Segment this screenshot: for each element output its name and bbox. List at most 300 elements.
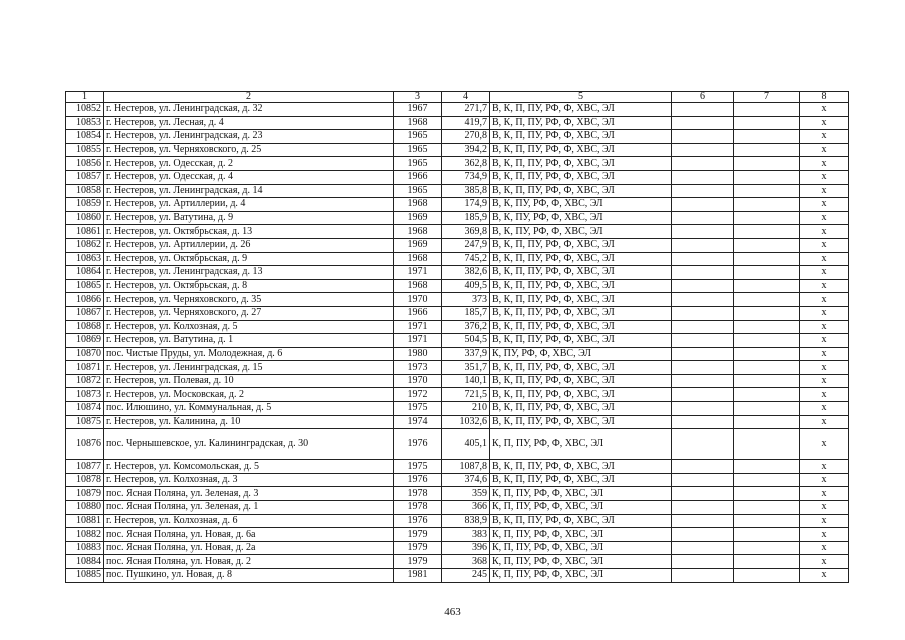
address-cell: пос. Илюшино, ул. Коммунальная, д. 5 — [104, 402, 394, 416]
year-cell: 1980 — [394, 347, 442, 361]
col7-cell — [734, 334, 800, 348]
col7-cell — [734, 569, 800, 583]
area-cell: 359 — [442, 487, 490, 501]
col8-cell: х — [800, 415, 849, 429]
table-row — [66, 487, 849, 501]
area-cell: 210 — [442, 402, 490, 416]
address-cell: г. Нестеров, ул. Артиллерии, д. 26 — [104, 238, 394, 252]
col8-cell: х — [800, 361, 849, 375]
row-number-cell: 10880 — [66, 501, 104, 515]
row-number-cell: 10853 — [66, 116, 104, 130]
year-cell: 1976 — [394, 429, 442, 460]
col8-cell: х — [800, 157, 849, 171]
area-cell: 373 — [442, 293, 490, 307]
col8-cell: х — [800, 252, 849, 266]
col6-cell — [672, 238, 734, 252]
col6-cell — [672, 429, 734, 460]
table-row — [66, 143, 849, 157]
col6-cell — [672, 320, 734, 334]
col6-cell — [672, 473, 734, 487]
col7-cell — [734, 541, 800, 555]
col8-cell: х — [800, 143, 849, 157]
col8-cell: х — [800, 429, 849, 460]
table-row — [66, 555, 849, 569]
area-cell: 376,2 — [442, 320, 490, 334]
address-cell: г. Нестеров, ул. Октябрьская, д. 8 — [104, 279, 394, 293]
row-number-cell: 10875 — [66, 415, 104, 429]
area-cell: 140,1 — [442, 374, 490, 388]
utilities-cell: В, К, П, ПУ, РФ, Ф, ХВС, ЭЛ — [490, 388, 672, 402]
year-cell: 1965 — [394, 184, 442, 198]
col6-cell — [672, 569, 734, 583]
utilities-cell: В, К, П, ПУ, РФ, Ф, ХВС, ЭЛ — [490, 293, 672, 307]
col7-cell — [734, 198, 800, 212]
utilities-cell: К, П, ПУ, РФ, Ф, ХВС, ЭЛ — [490, 487, 672, 501]
col6-cell — [672, 334, 734, 348]
utilities-cell: В, К, П, ПУ, РФ, Ф, ХВС, ЭЛ — [490, 157, 672, 171]
col8-cell: х — [800, 103, 849, 117]
year-cell: 1965 — [394, 157, 442, 171]
row-number-cell: 10863 — [66, 252, 104, 266]
area-cell: 504,5 — [442, 334, 490, 348]
col7-cell — [734, 402, 800, 416]
col8-cell: х — [800, 170, 849, 184]
col8-cell: х — [800, 528, 849, 542]
area-cell: 745,2 — [442, 252, 490, 266]
year-cell: 1966 — [394, 306, 442, 320]
address-cell: г. Нестеров, ул. Ленинградская, д. 14 — [104, 184, 394, 198]
area-cell: 1087,8 — [442, 460, 490, 474]
table-row — [66, 402, 849, 416]
col8-cell: х — [800, 487, 849, 501]
address-cell: г. Нестеров, ул. Черняховского, д. 25 — [104, 143, 394, 157]
col7-cell — [734, 238, 800, 252]
address-cell: г. Нестеров, ул. Ватутина, д. 9 — [104, 211, 394, 225]
col7-cell — [734, 184, 800, 198]
year-cell: 1971 — [394, 266, 442, 280]
col6-cell — [672, 157, 734, 171]
address-cell: г. Нестеров, ул. Черняховского, д. 35 — [104, 293, 394, 307]
area-cell: 405,1 — [442, 429, 490, 460]
utilities-cell: В, К, П, ПУ, РФ, Ф, ХВС, ЭЛ — [490, 184, 672, 198]
header-cell: 1 — [66, 92, 104, 103]
address-cell: пос. Ясная Поляна, ул. Новая, д. 2а — [104, 541, 394, 555]
row-number-cell: 10854 — [66, 130, 104, 144]
row-number-cell: 10864 — [66, 266, 104, 280]
row-number-cell: 10868 — [66, 320, 104, 334]
table-row — [66, 116, 849, 130]
row-number-cell: 10852 — [66, 103, 104, 117]
col6-cell — [672, 347, 734, 361]
col6-cell — [672, 184, 734, 198]
table-row — [66, 198, 849, 212]
utilities-cell: В, К, П, ПУ, РФ, Ф, ХВС, ЭЛ — [490, 361, 672, 375]
table-header-row — [66, 92, 849, 103]
col8-cell: х — [800, 306, 849, 320]
area-cell: 245 — [442, 569, 490, 583]
utilities-cell: В, К, П, ПУ, РФ, Ф, ХВС, ЭЛ — [490, 415, 672, 429]
address-cell: г. Нестеров, ул. Ленинградская, д. 13 — [104, 266, 394, 280]
table-row — [66, 157, 849, 171]
year-cell: 1967 — [394, 103, 442, 117]
col6-cell — [672, 266, 734, 280]
area-cell: 394,2 — [442, 143, 490, 157]
col7-cell — [734, 487, 800, 501]
area-cell: 366 — [442, 501, 490, 515]
address-cell: г. Нестеров, ул. Ленинградская, д. 15 — [104, 361, 394, 375]
utilities-cell: В, К, П, ПУ, РФ, Ф, ХВС, ЭЛ — [490, 130, 672, 144]
col7-cell — [734, 320, 800, 334]
col8-cell: х — [800, 198, 849, 212]
col7-cell — [734, 225, 800, 239]
table-row — [66, 293, 849, 307]
col6-cell — [672, 103, 734, 117]
address-cell: пос. Пушкино, ул. Новая, д. 8 — [104, 569, 394, 583]
area-cell: 362,8 — [442, 157, 490, 171]
area-cell: 369,8 — [442, 225, 490, 239]
utilities-cell: К, П, ПУ, РФ, Ф, ХВС, ЭЛ — [490, 569, 672, 583]
year-cell: 1976 — [394, 473, 442, 487]
utilities-cell: В, К, П, ПУ, РФ, Ф, ХВС, ЭЛ — [490, 306, 672, 320]
address-cell: г. Нестеров, ул. Ленинградская, д. 32 — [104, 103, 394, 117]
table-row — [66, 252, 849, 266]
col8-cell: х — [800, 116, 849, 130]
year-cell: 1978 — [394, 487, 442, 501]
col7-cell — [734, 103, 800, 117]
row-number-cell: 10878 — [66, 473, 104, 487]
table-row — [66, 388, 849, 402]
col7-cell — [734, 460, 800, 474]
col7-cell — [734, 388, 800, 402]
utilities-cell: В, К, П, ПУ, РФ, Ф, ХВС, ЭЛ — [490, 334, 672, 348]
table-row — [66, 238, 849, 252]
table-row — [66, 460, 849, 474]
col7-cell — [734, 361, 800, 375]
address-cell: пос. Ясная Поляна, ул. Зеленая, д. 3 — [104, 487, 394, 501]
col8-cell: х — [800, 320, 849, 334]
address-cell: пос. Чистые Пруды, ул. Молодежная, д. 6 — [104, 347, 394, 361]
area-cell: 409,5 — [442, 279, 490, 293]
table-row — [66, 415, 849, 429]
col8-cell: х — [800, 501, 849, 515]
table-row — [66, 514, 849, 528]
area-cell: 383 — [442, 528, 490, 542]
address-cell: г. Нестеров, ул. Черняховского, д. 27 — [104, 306, 394, 320]
table-row — [66, 361, 849, 375]
area-cell: 1032,6 — [442, 415, 490, 429]
address-cell: г. Нестеров, ул. Полевая, д. 10 — [104, 374, 394, 388]
year-cell: 1968 — [394, 198, 442, 212]
year-cell: 1968 — [394, 279, 442, 293]
year-cell: 1971 — [394, 334, 442, 348]
col6-cell — [672, 225, 734, 239]
utilities-cell: В, К, ПУ, РФ, Ф, ХВС, ЭЛ — [490, 211, 672, 225]
row-number-cell: 10876 — [66, 429, 104, 460]
col6-cell — [672, 116, 734, 130]
utilities-cell: В, К, П, ПУ, РФ, Ф, ХВС, ЭЛ — [490, 252, 672, 266]
year-cell: 1965 — [394, 130, 442, 144]
col7-cell — [734, 374, 800, 388]
table-row — [66, 306, 849, 320]
utilities-cell: К, П, ПУ, РФ, Ф, ХВС, ЭЛ — [490, 528, 672, 542]
header-cell: 2 — [104, 92, 394, 103]
col7-cell — [734, 116, 800, 130]
table-row — [66, 528, 849, 542]
year-cell: 1973 — [394, 361, 442, 375]
row-number-cell: 10855 — [66, 143, 104, 157]
table-row — [66, 320, 849, 334]
year-cell: 1970 — [394, 374, 442, 388]
col7-cell — [734, 415, 800, 429]
year-cell: 1976 — [394, 514, 442, 528]
utilities-cell: В, К, П, ПУ, РФ, Ф, ХВС, ЭЛ — [490, 473, 672, 487]
col7-cell — [734, 293, 800, 307]
row-number-cell: 10867 — [66, 306, 104, 320]
col6-cell — [672, 487, 734, 501]
col6-cell — [672, 198, 734, 212]
utilities-cell: В, К, П, ПУ, РФ, Ф, ХВС, ЭЛ — [490, 103, 672, 117]
area-cell: 270,8 — [442, 130, 490, 144]
address-cell: г. Нестеров, ул. Одесская, д. 2 — [104, 157, 394, 171]
header-cell: 7 — [734, 92, 800, 103]
area-cell: 396 — [442, 541, 490, 555]
year-cell: 1969 — [394, 238, 442, 252]
col6-cell — [672, 528, 734, 542]
col8-cell: х — [800, 402, 849, 416]
table-row — [66, 130, 849, 144]
col6-cell — [672, 460, 734, 474]
row-number-cell: 10857 — [66, 170, 104, 184]
col8-cell: х — [800, 473, 849, 487]
row-number-cell: 10883 — [66, 541, 104, 555]
year-cell: 1978 — [394, 501, 442, 515]
col6-cell — [672, 388, 734, 402]
utilities-cell: В, К, П, ПУ, РФ, Ф, ХВС, ЭЛ — [490, 238, 672, 252]
year-cell: 1979 — [394, 528, 442, 542]
table-row — [66, 541, 849, 555]
address-cell: пос. Ясная Поляна, ул. Зеленая, д. 1 — [104, 501, 394, 515]
area-cell: 337,9 — [442, 347, 490, 361]
header-cell: 4 — [442, 92, 490, 103]
table-row — [66, 170, 849, 184]
address-cell: г. Нестеров, ул. Комсомольская, д. 5 — [104, 460, 394, 474]
row-number-cell: 10871 — [66, 361, 104, 375]
year-cell: 1975 — [394, 460, 442, 474]
row-number-cell: 10862 — [66, 238, 104, 252]
col8-cell: х — [800, 266, 849, 280]
row-number-cell: 10860 — [66, 211, 104, 225]
year-cell: 1968 — [394, 225, 442, 239]
col8-cell: х — [800, 460, 849, 474]
col7-cell — [734, 252, 800, 266]
col6-cell — [672, 252, 734, 266]
year-cell: 1970 — [394, 293, 442, 307]
table-row — [66, 103, 849, 117]
area-cell: 185,7 — [442, 306, 490, 320]
utilities-cell: В, К, П, ПУ, РФ, Ф, ХВС, ЭЛ — [490, 143, 672, 157]
address-cell: г. Нестеров, ул. Одесская, д. 4 — [104, 170, 394, 184]
col8-cell: х — [800, 555, 849, 569]
address-cell: г. Нестеров, ул. Ленинградская, д. 23 — [104, 130, 394, 144]
col6-cell — [672, 374, 734, 388]
address-cell: г. Нестеров, ул. Октябрьская, д. 9 — [104, 252, 394, 266]
row-number-cell: 10884 — [66, 555, 104, 569]
utilities-cell: В, К, П, ПУ, РФ, Ф, ХВС, ЭЛ — [490, 514, 672, 528]
address-cell: г. Нестеров, ул. Калинина, д. 10 — [104, 415, 394, 429]
col6-cell — [672, 402, 734, 416]
header-cell: 8 — [800, 92, 849, 103]
col7-cell — [734, 130, 800, 144]
row-number-cell: 10866 — [66, 293, 104, 307]
address-cell: г. Нестеров, ул. Колхозная, д. 5 — [104, 320, 394, 334]
area-cell: 174,9 — [442, 198, 490, 212]
row-number-cell: 10858 — [66, 184, 104, 198]
row-number-cell: 10870 — [66, 347, 104, 361]
address-cell: г. Нестеров, ул. Московская, д. 2 — [104, 388, 394, 402]
table-row — [66, 225, 849, 239]
address-cell: г. Нестеров, ул. Колхозная, д. 3 — [104, 473, 394, 487]
col7-cell — [734, 501, 800, 515]
col8-cell: х — [800, 279, 849, 293]
table-row — [66, 279, 849, 293]
utilities-cell: К, ПУ, РФ, Ф, ХВС, ЭЛ — [490, 347, 672, 361]
col8-cell: х — [800, 388, 849, 402]
address-cell: г. Нестеров, ул. Ватутина, д. 1 — [104, 334, 394, 348]
table-row — [66, 184, 849, 198]
year-cell: 1968 — [394, 116, 442, 130]
col7-cell — [734, 473, 800, 487]
utilities-cell: К, П, ПУ, РФ, Ф, ХВС, ЭЛ — [490, 429, 672, 460]
utilities-cell: В, К, П, ПУ, РФ, Ф, ХВС, ЭЛ — [490, 170, 672, 184]
area-cell: 374,6 — [442, 473, 490, 487]
col6-cell — [672, 143, 734, 157]
col6-cell — [672, 514, 734, 528]
address-cell: пос. Ясная Поляна, ул. Новая, д. 6а — [104, 528, 394, 542]
year-cell: 1975 — [394, 402, 442, 416]
col8-cell: х — [800, 514, 849, 528]
year-cell: 1974 — [394, 415, 442, 429]
year-cell: 1979 — [394, 541, 442, 555]
year-cell: 1969 — [394, 211, 442, 225]
area-cell: 247,9 — [442, 238, 490, 252]
col8-cell: х — [800, 293, 849, 307]
col7-cell — [734, 170, 800, 184]
year-cell: 1968 — [394, 252, 442, 266]
col6-cell — [672, 293, 734, 307]
col6-cell — [672, 306, 734, 320]
col6-cell — [672, 130, 734, 144]
table-row — [66, 374, 849, 388]
row-number-cell: 10865 — [66, 279, 104, 293]
row-number-cell: 10869 — [66, 334, 104, 348]
utilities-cell: В, К, П, ПУ, РФ, Ф, ХВС, ЭЛ — [490, 374, 672, 388]
row-number-cell: 10877 — [66, 460, 104, 474]
table-row — [66, 266, 849, 280]
col7-cell — [734, 555, 800, 569]
header-cell: 3 — [394, 92, 442, 103]
row-number-cell: 10885 — [66, 569, 104, 583]
col6-cell — [672, 170, 734, 184]
table-row — [66, 569, 849, 583]
year-cell: 1965 — [394, 143, 442, 157]
utilities-cell: К, П, ПУ, РФ, Ф, ХВС, ЭЛ — [490, 501, 672, 515]
address-cell: г. Нестеров, ул. Октябрьская, д. 13 — [104, 225, 394, 239]
col7-cell — [734, 347, 800, 361]
table-row — [66, 211, 849, 225]
area-cell: 271,7 — [442, 103, 490, 117]
col8-cell: х — [800, 238, 849, 252]
utilities-cell: В, К, П, ПУ, РФ, Ф, ХВС, ЭЛ — [490, 320, 672, 334]
col8-cell: х — [800, 130, 849, 144]
utilities-cell: В, К, П, ПУ, РФ, Ф, ХВС, ЭЛ — [490, 402, 672, 416]
address-cell: пос. Чернышевское, ул. Калининградская, д. 30 — [104, 429, 394, 460]
area-cell: 838,9 — [442, 514, 490, 528]
table-row — [66, 429, 849, 460]
area-cell: 419,7 — [442, 116, 490, 130]
col7-cell — [734, 514, 800, 528]
table-row — [66, 334, 849, 348]
area-cell: 721,5 — [442, 388, 490, 402]
utilities-cell: В, К, ПУ, РФ, Ф, ХВС, ЭЛ — [490, 225, 672, 239]
row-number-cell: 10882 — [66, 528, 104, 542]
address-cell: г. Нестеров, ул. Лесная, д. 4 — [104, 116, 394, 130]
col7-cell — [734, 157, 800, 171]
col7-cell — [734, 429, 800, 460]
header-cell: 6 — [672, 92, 734, 103]
col7-cell — [734, 211, 800, 225]
area-cell: 385,8 — [442, 184, 490, 198]
col7-cell — [734, 279, 800, 293]
utilities-cell: К, П, ПУ, РФ, Ф, ХВС, ЭЛ — [490, 541, 672, 555]
row-number-cell: 10881 — [66, 514, 104, 528]
utilities-cell: В, К, П, ПУ, РФ, Ф, ХВС, ЭЛ — [490, 266, 672, 280]
row-number-cell: 10874 — [66, 402, 104, 416]
table-row — [66, 473, 849, 487]
utilities-cell: В, К, П, ПУ, РФ, Ф, ХВС, ЭЛ — [490, 116, 672, 130]
col6-cell — [672, 501, 734, 515]
row-number-cell: 10872 — [66, 374, 104, 388]
col8-cell: х — [800, 374, 849, 388]
col8-cell: х — [800, 569, 849, 583]
utilities-cell: В, К, П, ПУ, РФ, Ф, ХВС, ЭЛ — [490, 460, 672, 474]
year-cell: 1966 — [394, 170, 442, 184]
col6-cell — [672, 211, 734, 225]
area-cell: 351,7 — [442, 361, 490, 375]
area-cell: 368 — [442, 555, 490, 569]
area-cell: 185,9 — [442, 211, 490, 225]
col6-cell — [672, 541, 734, 555]
year-cell: 1972 — [394, 388, 442, 402]
header-cell: 5 — [490, 92, 672, 103]
col8-cell: х — [800, 184, 849, 198]
col7-cell — [734, 143, 800, 157]
year-cell: 1971 — [394, 320, 442, 334]
utilities-cell: В, К, П, ПУ, РФ, Ф, ХВС, ЭЛ — [490, 279, 672, 293]
col7-cell — [734, 528, 800, 542]
col6-cell — [672, 555, 734, 569]
col6-cell — [672, 361, 734, 375]
area-cell: 382,6 — [442, 266, 490, 280]
table-body — [66, 92, 849, 583]
address-cell: г. Нестеров, ул. Артиллерии, д. 4 — [104, 198, 394, 212]
document-table — [65, 91, 849, 583]
utilities-cell: К, П, ПУ, РФ, Ф, ХВС, ЭЛ — [490, 555, 672, 569]
row-number-cell: 10856 — [66, 157, 104, 171]
year-cell: 1981 — [394, 569, 442, 583]
page-number: 463 — [444, 606, 461, 618]
area-cell: 734,9 — [442, 170, 490, 184]
year-cell: 1979 — [394, 555, 442, 569]
